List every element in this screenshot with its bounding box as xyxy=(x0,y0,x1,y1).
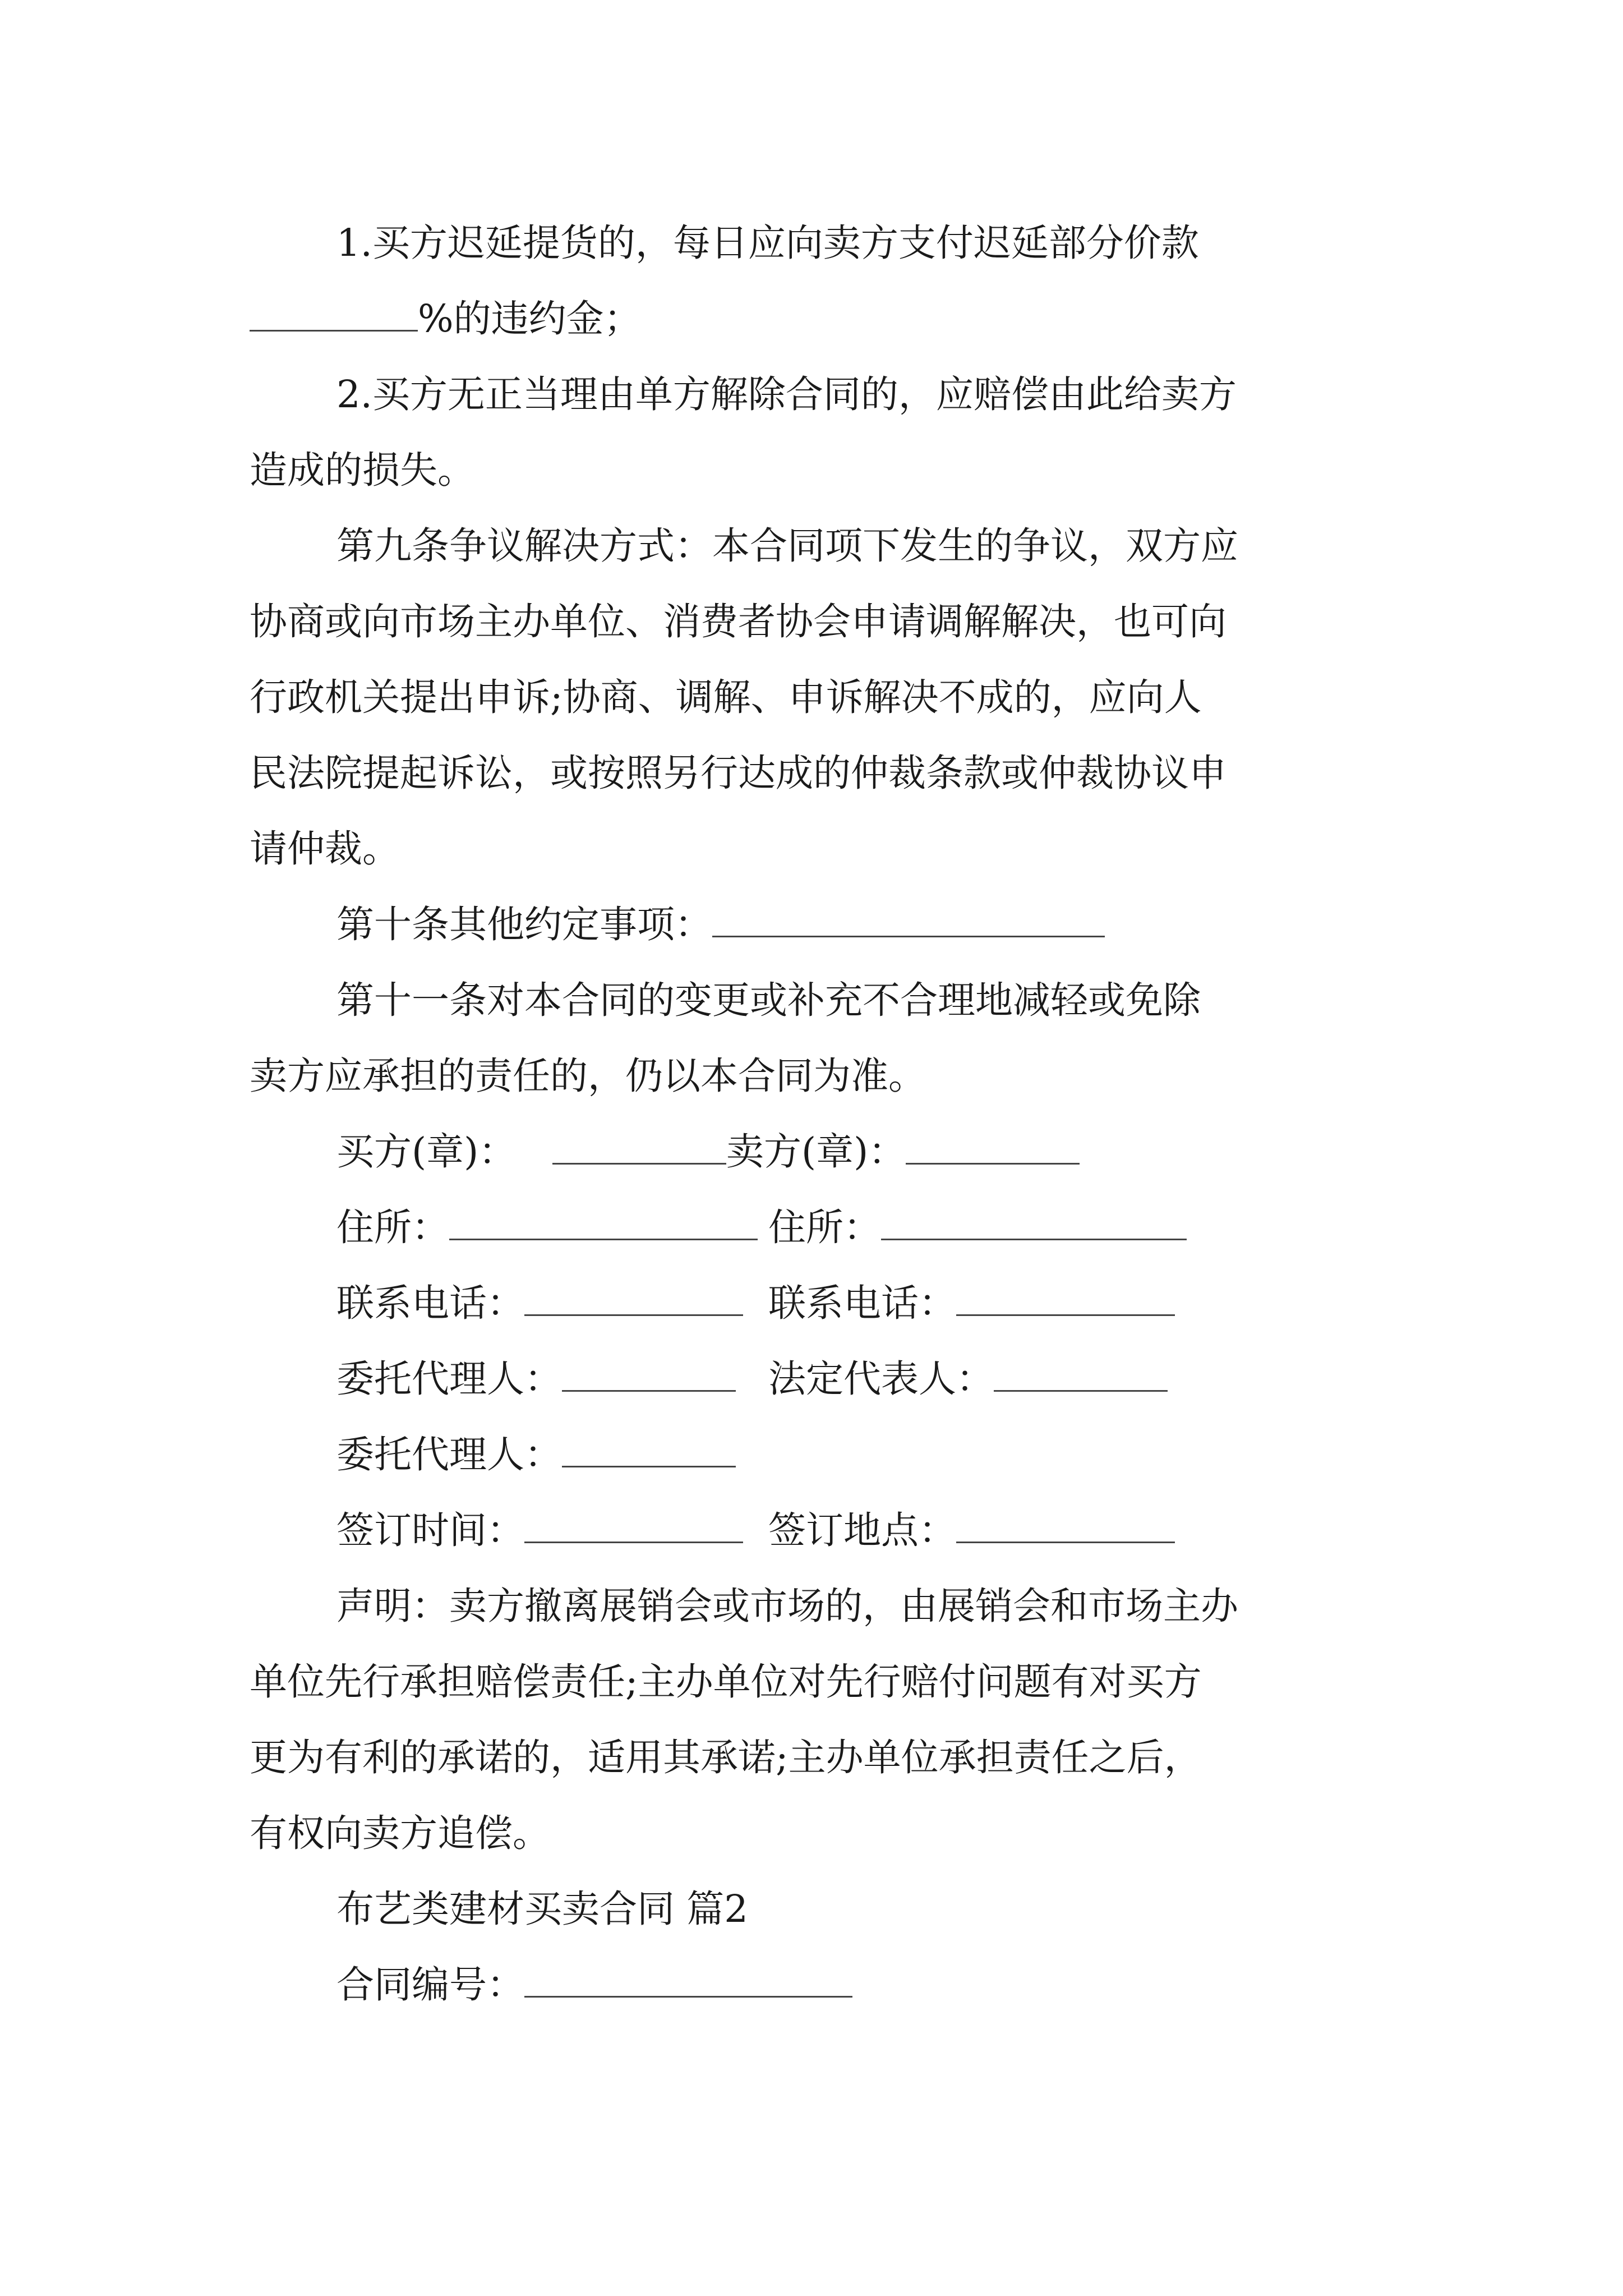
buyer-agent-field xyxy=(336,1345,736,1412)
article-9-line-3: 行政机关提出申诉;协商、调解、申诉解决不成的，应向人 xyxy=(250,675,1202,719)
sign-time-label: 签订时间： xyxy=(336,1508,524,1552)
seller-agent-field xyxy=(336,1421,736,1488)
buyer-address-field xyxy=(336,1194,758,1261)
seller-phone-label: 联系电话： xyxy=(768,1281,956,1325)
article-11-line-2: 卖方应承担的责任的，仍以本合同为准。 xyxy=(250,1054,926,1098)
seller-seal-field xyxy=(726,1118,1080,1185)
part-2-title: 布艺类建材买卖合同 篇2 xyxy=(336,1887,748,1931)
contract-number-blank xyxy=(524,1955,852,1998)
sign-time-blank xyxy=(524,1501,743,1543)
article-9-line-2: 协商或向市场主办单位、消费者协会申请调解解决，也可向 xyxy=(250,600,1227,643)
sign-place-label: 签订地点： xyxy=(768,1508,956,1552)
contract-number-label: 合同编号： xyxy=(336,1963,524,2007)
seller-address-field xyxy=(768,1194,1187,1261)
seller-address-label: 住所： xyxy=(768,1205,881,1249)
seller-address-blank xyxy=(881,1198,1187,1240)
seller-agent-label: 委托代理人： xyxy=(336,1433,562,1476)
contract-number-field xyxy=(336,1951,852,2018)
buyer-seal-blank-wrap xyxy=(552,1118,726,1185)
seller-seal-blank xyxy=(906,1122,1080,1165)
buyer-phone-field xyxy=(336,1269,743,1337)
seller-legal-rep-label: 法定代表人： xyxy=(768,1357,994,1401)
seller-legal-rep-blank xyxy=(994,1350,1168,1392)
statement-line-3: 更为有利的承诺的，适用其承诺;主办单位承担责任之后， xyxy=(250,1736,1202,1779)
seller-legal-rep-field xyxy=(768,1345,1168,1412)
article-9-line-4: 民法院提起诉讼，或按照另行达成的仲裁条款或仲裁协议申 xyxy=(250,751,1227,795)
buyer-agent-label: 委托代理人： xyxy=(336,1357,562,1401)
seller-seal-label: 卖方(章)： xyxy=(726,1130,906,1174)
clause-buyer-delay-line-1: 1.买方迟延提货的，每日应向卖方支付迟延部分价款 xyxy=(336,221,1199,265)
buyer-address-label: 住所： xyxy=(336,1205,449,1249)
statement-line-2: 单位先行承担赔偿责任;主办单位对先行赔付问题有对买方 xyxy=(250,1660,1202,1704)
statement-line-4: 有权向卖方追偿。 xyxy=(250,1811,550,1855)
other-matters-blank xyxy=(712,895,1105,937)
buyer-seal-field xyxy=(336,1118,516,1185)
article-10 xyxy=(336,891,1105,958)
seller-phone-blank xyxy=(956,1274,1175,1316)
seller-agent-blank xyxy=(562,1425,736,1467)
buyer-seal-label: 买方(章)： xyxy=(336,1130,517,1174)
buyer-seal-blank xyxy=(552,1122,726,1165)
article-11-line-1: 第十一条对本合同的变更或补充不合理地减轻或免除 xyxy=(336,978,1201,1022)
sign-time-field xyxy=(336,1497,743,1564)
statement-line-1: 声明：卖方撤离展销会或市场的，由展销会和市场主办 xyxy=(336,1584,1238,1628)
article-9-line-1: 第九条争议解决方式：本合同项下发生的争议，双方应 xyxy=(336,524,1238,568)
clause-buyer-delay-line-2 xyxy=(250,285,642,352)
seller-phone-field xyxy=(768,1269,1175,1337)
sign-place-blank xyxy=(956,1501,1175,1543)
clause-buyer-cancel-line-1: 2.买方无正当理由单方解除合同的，应赔偿由此给卖方 xyxy=(336,372,1237,416)
percent-blank xyxy=(250,289,418,332)
sign-place-field xyxy=(768,1497,1175,1564)
buyer-agent-blank xyxy=(562,1350,736,1392)
buyer-phone-label: 联系电话： xyxy=(336,1281,524,1325)
article-10-label: 第十条其他约定事项： xyxy=(336,903,712,946)
buyer-phone-blank xyxy=(524,1274,743,1316)
clause-buyer-cancel-line-2: 造成的损失。 xyxy=(250,448,475,492)
buyer-address-blank xyxy=(449,1198,758,1240)
clause-buyer-delay-text: %的违约金； xyxy=(418,297,642,341)
article-9-line-5: 请仲裁。 xyxy=(250,827,400,871)
